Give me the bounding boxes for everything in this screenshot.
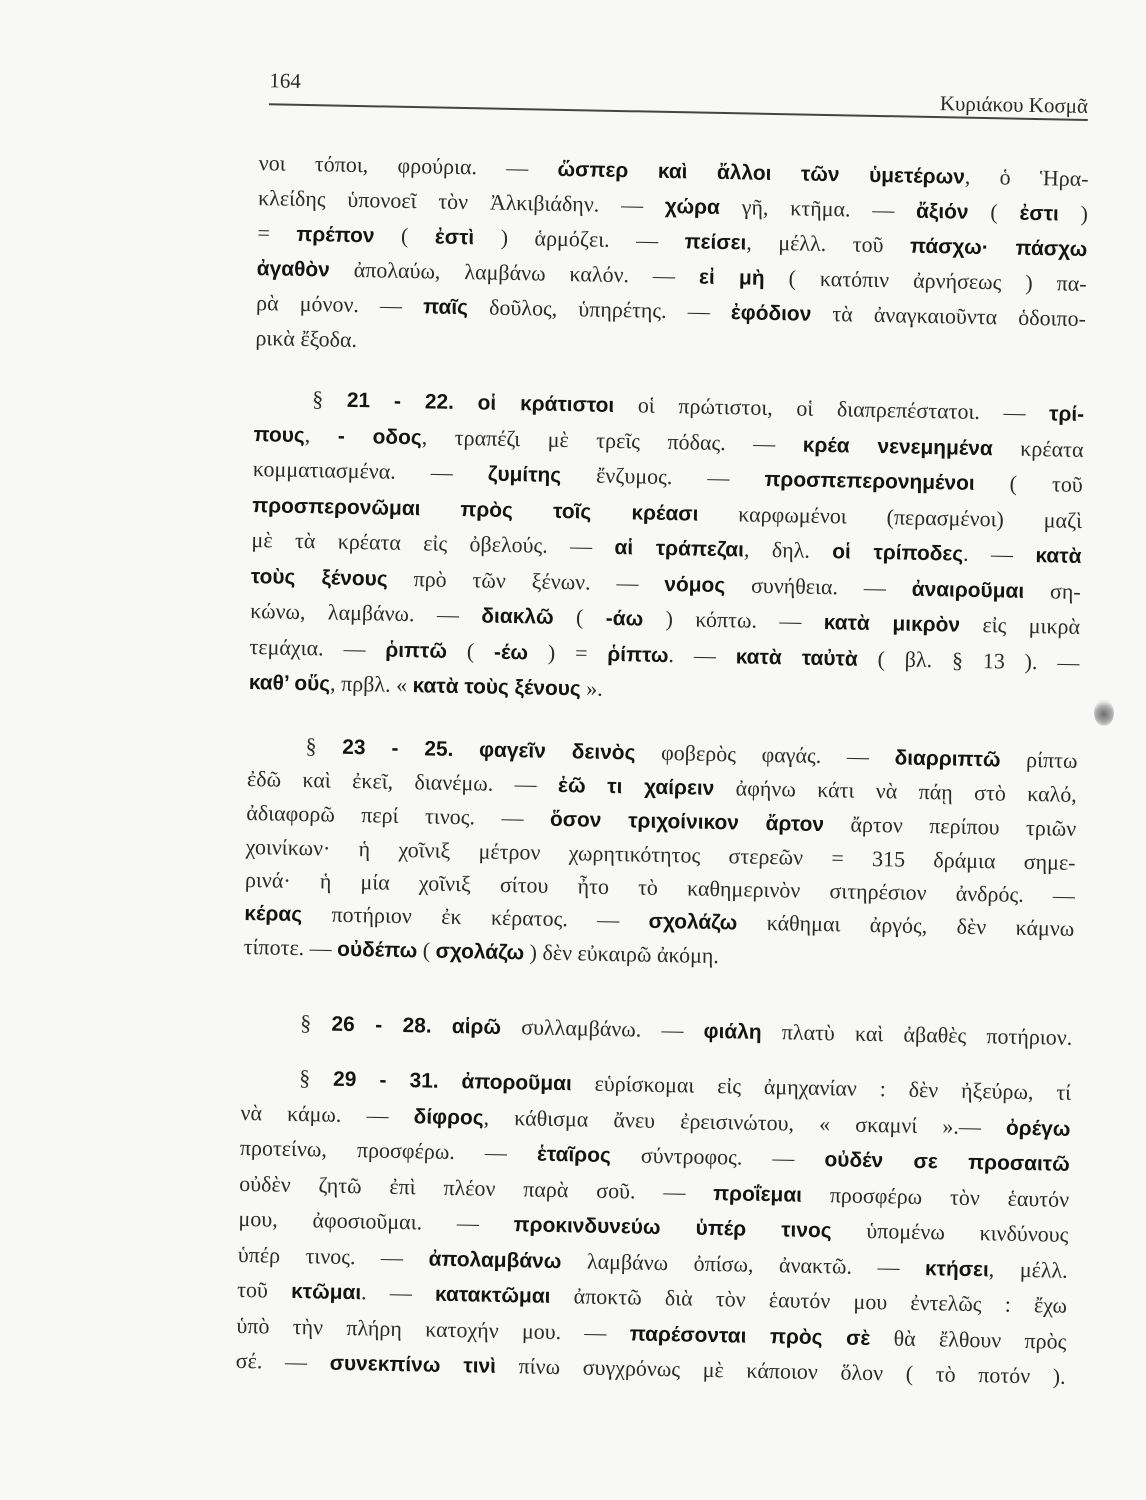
- gloss-text: [431, 1013, 452, 1038]
- headword: ἐῶ τι χαίρειν: [557, 773, 715, 800]
- gloss-text: , τραπέζι μὲ τρεῖς πόδας. —: [421, 423, 804, 457]
- gloss-text: ( τοῦ: [974, 469, 1084, 497]
- gloss-text: [420, 495, 460, 521]
- ink-smudge: [1094, 700, 1114, 726]
- gloss-text: . —: [962, 540, 1036, 568]
- headword: προΐεμαι: [712, 1181, 803, 1207]
- gloss-text: ὑπέρ τινος. —: [237, 1241, 429, 1271]
- headword: κτήσει: [924, 1256, 990, 1281]
- gloss-text: ὑπὸ τὴν πλήρη κατοχήν μου. —: [236, 1312, 630, 1345]
- headword: πείσει: [684, 230, 747, 255]
- gloss-text: οὐδὲν ζητῶ ἐπὶ πλέον παρὰ σοῦ. —: [238, 1170, 714, 1205]
- gloss-text: προτείνω, προσφέρω. —: [239, 1134, 538, 1166]
- headword: κατὰ μικρὸν: [823, 611, 961, 637]
- headword: 21 - 22.: [346, 388, 455, 414]
- gloss-text: §: [299, 1065, 334, 1091]
- gloss-text: ρίπτω: [1000, 746, 1078, 773]
- gloss-text: , μέλλ. τοῦ: [746, 229, 911, 258]
- gloss-text: , κάθισμα ἄνευ ἐρεισινώτου, « σκαμνί ».—: [483, 1104, 1007, 1140]
- headword: προκινδυνεύω ὑπέρ τινος: [513, 1213, 832, 1243]
- gloss-text: κρέατα: [992, 434, 1084, 462]
- headword: ἀποροῦμαι: [461, 1070, 572, 1096]
- gloss-text: πρὸ τῶν ξένων. —: [387, 565, 665, 596]
- paragraph-continuation: [255, 146, 1089, 371]
- gloss-text: συνήθεια. —: [724, 571, 913, 601]
- gloss-text: μὲ τὰ κρέατα εἰς ὀβελούς. —: [251, 527, 615, 559]
- gloss-text: κομματιασμένα. —: [252, 456, 489, 486]
- gloss-text: νὰ κάμω. —: [240, 1099, 414, 1128]
- headword: ῥίπτω: [607, 642, 669, 667]
- gloss-text: ρὰ μόνον. —: [255, 290, 424, 319]
- gloss-text: , μέλλ.: [988, 1255, 1068, 1283]
- gloss-text: ἀποκτῶ διὰ τὸν ἑαυτόν μου ἐντελῶς : ἔχω: [550, 1282, 1068, 1318]
- headword: κέρας: [244, 901, 303, 927]
- gloss-text: ἀφήνω κάτι νὰ πάῃ στὸ καλό,: [714, 774, 1078, 807]
- gloss-text: ) κόπτω. —: [643, 605, 825, 635]
- headword: κατὰ: [1035, 544, 1082, 568]
- gloss-text: οἱ πρώτιστοι, οἱ διαπρεπέστατοι. —: [613, 391, 1050, 426]
- gloss-text: [453, 736, 479, 761]
- headword: οὐδέν σε προσαιτῶ: [824, 1148, 1070, 1176]
- gloss-text: μου, ἀφοσιοῦμαι. —: [238, 1205, 514, 1237]
- section-29-31: [235, 1060, 1071, 1395]
- gloss-text: τεμάχια. —: [249, 633, 386, 662]
- gloss-text: εὑρίσκομαι εἰς ἀμηχανίαν : δὲν ἠξεύρω, τί: [571, 1070, 1072, 1105]
- gloss-text: ρινά· ἡ μία χοῖνιξ σίτου ἦτο τὸ καθημερινὸν σιτηρέσιον ἀνδρός. —: [244, 866, 1076, 908]
- gloss-text: πλατὺ καὶ ἀβαθὲς ποτήριον.: [761, 1018, 1073, 1050]
- gloss-text: ἀπολαύω, λαμβάνω καλόν. —: [329, 256, 700, 289]
- headword: πάσχω· πάσχω: [909, 234, 1088, 262]
- headword: προσπερονῶμαι: [252, 493, 421, 520]
- headword: οἱ κράτιστοι: [477, 391, 615, 417]
- gloss-text: ὑπομένω κινδύνους: [831, 1217, 1069, 1247]
- headword: πρὸς τοῖς κρέασι: [460, 497, 699, 526]
- headword: ὀρέγω: [1005, 1116, 1071, 1141]
- gloss-text: , πρβλ. «: [329, 670, 413, 698]
- gloss-text: νοι τόποι, φρούρια. —: [258, 150, 558, 181]
- headword: 23 - 25.: [342, 735, 454, 761]
- gloss-text: ) ἁρμόζει. —: [473, 224, 685, 254]
- headword: ἐστι: [1019, 201, 1060, 226]
- headword: κτῶμαι: [290, 1279, 362, 1305]
- gloss-text: . —: [360, 1279, 436, 1306]
- gloss-text: πίνω συγχρόνως μὲ κάποιον ὅλον ( τὸ ποτόν ).: [495, 1352, 1066, 1389]
- headword: χώρα: [664, 194, 721, 219]
- gloss-text: κώνω, λαμβάνω. —: [249, 598, 482, 628]
- headword: πρέπον: [296, 222, 375, 248]
- headword: συνεκπίνω τινὶ: [329, 1351, 497, 1378]
- headword: αἱρῶ: [451, 1014, 502, 1039]
- book-page: [217, 52, 1113, 1408]
- gloss-text: ση-: [1023, 577, 1081, 604]
- headword: τρί-: [1048, 402, 1085, 426]
- headword: δίφρος: [413, 1104, 484, 1130]
- headword: ὅσον τριχοίνικον ἄρτον: [549, 807, 825, 837]
- headword: ἀναιροῦμαι: [911, 577, 1025, 603]
- headword: ἐφόδιον: [730, 301, 812, 326]
- gloss-text: [454, 389, 478, 414]
- headword: κατακτῶμαι: [434, 1282, 551, 1308]
- gloss-text: [438, 1068, 461, 1093]
- gloss-text: (: [417, 937, 436, 963]
- headword: ἐστὶ: [434, 225, 475, 250]
- gloss-text: §: [300, 1010, 332, 1036]
- headword: ἄξιόν: [915, 199, 969, 224]
- headword: -άω: [605, 606, 644, 631]
- headword: ῥιπτῶ: [385, 638, 448, 663]
- gloss-text: . —: [668, 641, 736, 668]
- headword: εἰ μὴ: [698, 265, 765, 290]
- gloss-text: ».: [580, 675, 604, 701]
- gloss-text: δοῦλος, ὑπηρέτης. —: [467, 294, 732, 325]
- headword: οἱ τρίποδες: [832, 540, 964, 566]
- gloss-text: κάθημαι ἀργός, δὲν κάμνω: [737, 909, 1075, 941]
- text-line: [242, 1005, 1073, 1056]
- gloss-text: ποτήριον ἐκ κέρατος. —: [301, 901, 649, 933]
- headword: σχολάζω: [435, 939, 525, 965]
- gloss-text: (: [968, 198, 1020, 225]
- headword: ἀγαθὸν: [256, 257, 330, 282]
- headword: κατὰ τοὺς ξένους: [412, 674, 582, 701]
- section-26-28: [242, 1005, 1073, 1056]
- gloss-text: , δηλ.: [743, 536, 833, 564]
- gloss-text: ρικὰ ἔξοδα.: [255, 325, 358, 353]
- headword: διακλῶ: [481, 604, 554, 629]
- gloss-text: τίποτε. —: [243, 933, 338, 961]
- headword: αἱ τράπεζαι: [614, 535, 745, 562]
- headword: παῖς: [422, 295, 469, 320]
- gloss-text: , ὁ Ἡρα-: [964, 163, 1089, 192]
- headword: τοὺς ξένους: [250, 564, 388, 591]
- gloss-text: τοῦ: [236, 1276, 292, 1303]
- running-title: Κυριάκου Κοσμᾶ: [939, 91, 1089, 119]
- gloss-text: φοβερὸς φαγάς. —: [635, 739, 895, 770]
- gloss-text: =: [257, 220, 297, 246]
- gloss-text: ) δὲν εὐκαιρῶ ἀκόμη.: [523, 939, 720, 969]
- headword: σχολάζω: [648, 909, 738, 935]
- gloss-text: θὰ ἔλθουν πρὸς: [870, 1324, 1067, 1354]
- gloss-text: λαμβάνω ὀπίσω, ἀνακτῶ. —: [561, 1247, 926, 1280]
- headword: 26 - 28.: [331, 1012, 432, 1038]
- gloss-text: ἀδιαφορῶ περί τινος. —: [246, 799, 551, 831]
- gloss-text: ) =: [527, 638, 608, 666]
- headword: προσπεπερονημένοι: [764, 467, 975, 495]
- gloss-text: συλλαμβάνω. —: [500, 1013, 704, 1043]
- gloss-text: ἔνζυμος. —: [560, 461, 765, 491]
- headword: κρέα νενεμημένα: [802, 433, 993, 460]
- headword: κατὰ ταὐτὰ: [735, 644, 858, 671]
- headword: πους: [253, 422, 306, 447]
- headword: ἀπολαμβάνω: [428, 1247, 562, 1273]
- headword: φαγεῖν δεινὸς: [478, 738, 636, 765]
- headword: 29 - 31.: [332, 1067, 439, 1093]
- gloss-text: (: [553, 603, 607, 630]
- headword: - οδος: [337, 424, 422, 449]
- gloss-text: ,: [304, 421, 339, 448]
- gloss-text: εἰς μικρὰ: [959, 611, 1081, 639]
- headword: οὐδέπω: [336, 937, 418, 963]
- gloss-text: τὰ ἀναγκαιοῦντα ὁδοιπο-: [811, 300, 1087, 332]
- gloss-text: προσφέρω τὸν ἑαυτόν: [801, 1181, 1070, 1212]
- gloss-text: ἐδῶ καὶ ἐκεῖ, διανέμω. —: [246, 765, 559, 797]
- section-23-25: [243, 728, 1077, 980]
- page-number: 164: [269, 68, 302, 93]
- gloss-text: (: [374, 222, 436, 249]
- headword: παρέσονται πρὸς σὲ: [629, 1321, 871, 1350]
- headword: καθ’ οὕς: [248, 671, 331, 696]
- headword: ἑταῖρος: [536, 1142, 612, 1168]
- gloss-text: γῆ, κτῆμα. —: [719, 193, 917, 223]
- headword: φιάλη: [703, 1019, 762, 1044]
- gloss-text: (: [446, 637, 495, 664]
- gloss-text: κλείδης ὑπονοεῖ τὸν Ἀλκιβιάδην. —: [257, 185, 666, 218]
- headword: ζυμίτης: [487, 462, 562, 487]
- section-21-22: [248, 381, 1084, 716]
- gloss-text: σύντροφος. —: [610, 1142, 825, 1172]
- gloss-text: ἄρτον περίπου τριῶν: [823, 811, 1077, 841]
- headword: νόμος: [664, 572, 726, 597]
- gloss-text: §: [305, 733, 343, 759]
- gloss-text: σέ. —: [235, 1347, 330, 1375]
- gloss-text: ( βλ. § 13 ). —: [857, 645, 1080, 675]
- headword: -έω: [493, 640, 529, 664]
- headword: διαρριπτῶ: [894, 746, 1001, 772]
- gloss-text: §: [312, 386, 348, 412]
- gloss-text: χοινίκων· ἡ χοῖνιξ μέτρον χωρητικότητος στερεῶν = 315 δράμια σημε-: [245, 833, 1076, 875]
- gloss-text: ): [1058, 200, 1089, 227]
- headword: ὥσπερ καὶ ἄλλοι τῶν ὑμετέρων: [557, 157, 966, 189]
- gloss-text: καρφωμένοι (περασμένοι) μαζὶ: [698, 500, 1083, 533]
- gloss-text: ( κατόπιν ἀρνήσεως ) πα-: [764, 264, 1087, 297]
